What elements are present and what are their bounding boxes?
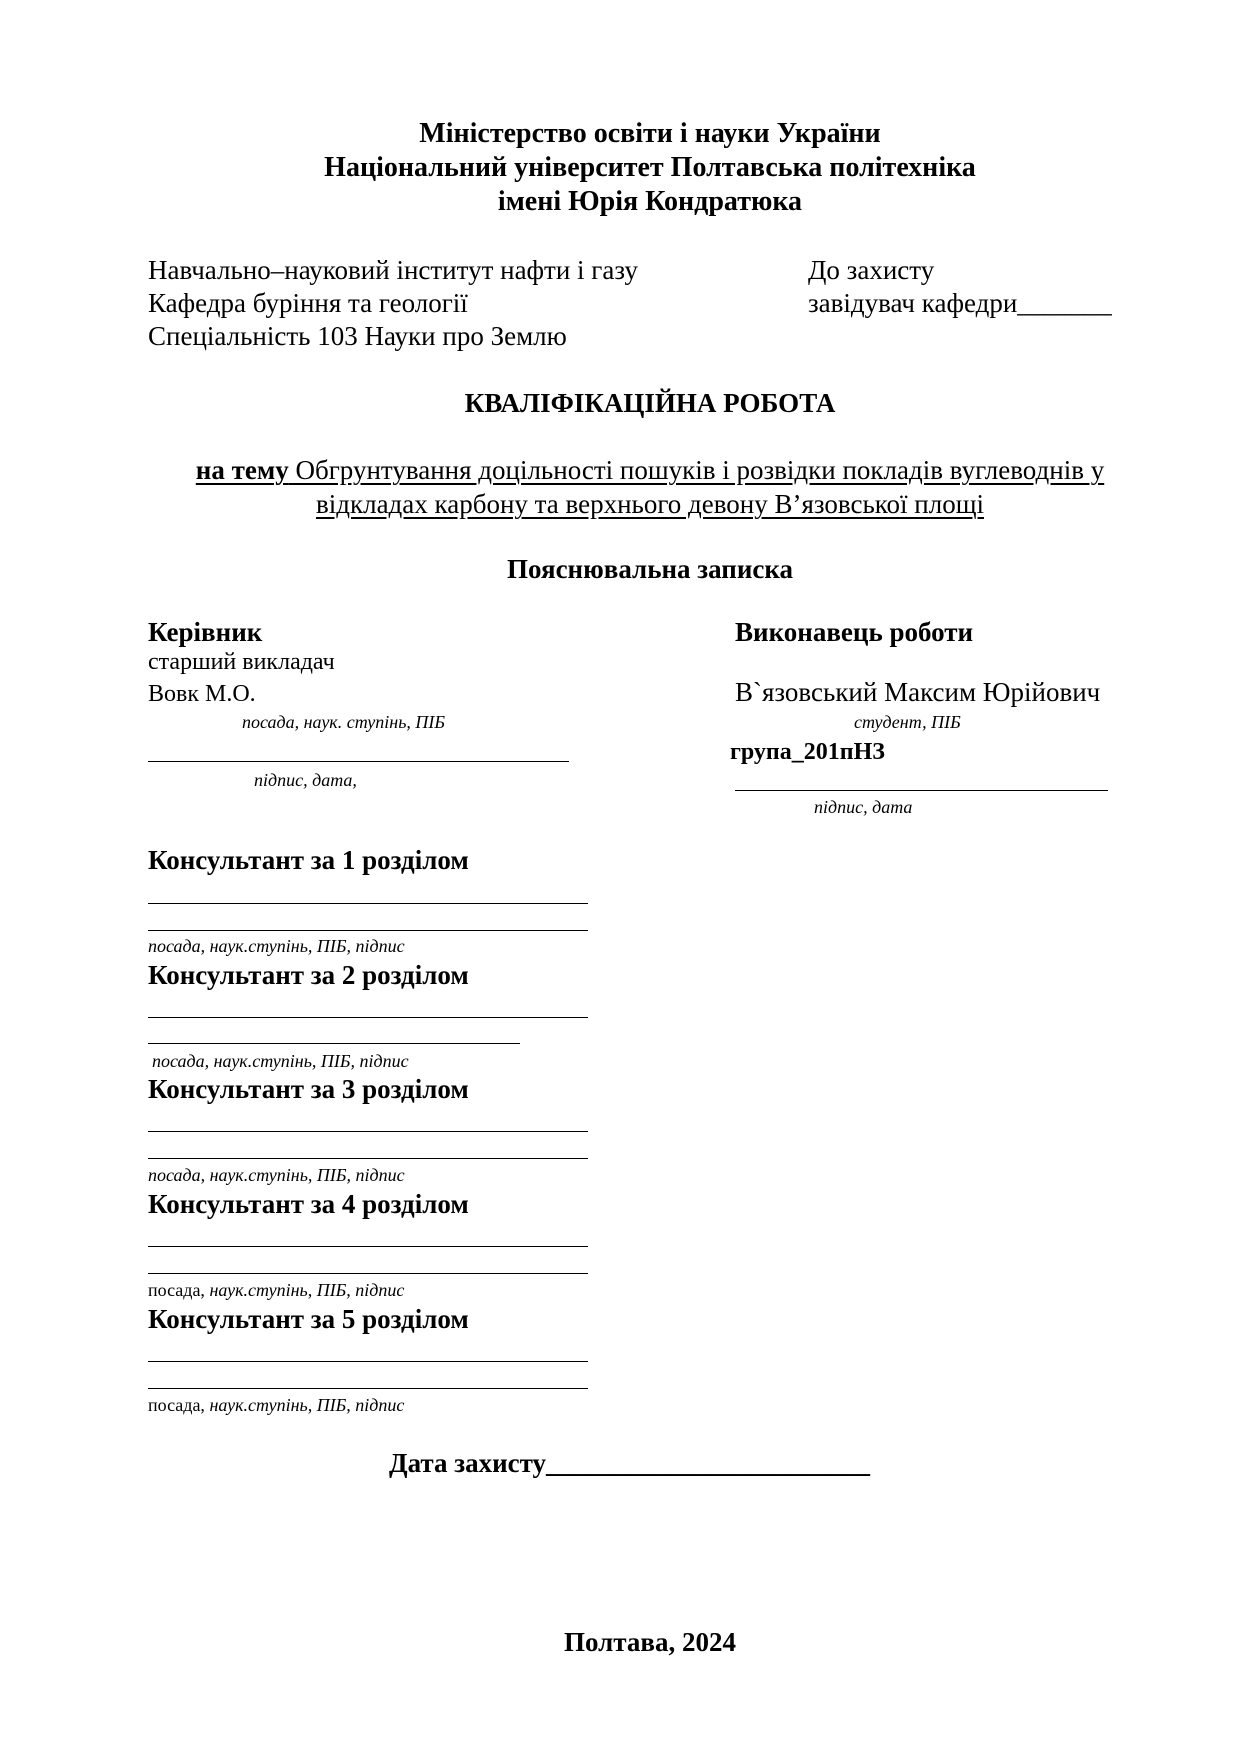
student-group: група_201пНЗ bbox=[730, 739, 885, 765]
consultant-3-line-1 bbox=[148, 1131, 588, 1132]
student-signature-line bbox=[735, 790, 1108, 791]
student-sign-caption: підпис, дата bbox=[814, 797, 913, 817]
consultant-4-line-1 bbox=[148, 1246, 588, 1247]
supervisor-heading: Керівник bbox=[148, 617, 263, 647]
consultant-4-title: Консультант за 4 розділом bbox=[148, 1189, 469, 1219]
department-name: Кафедра буріння та геології bbox=[148, 288, 468, 318]
consultant-5-line-1 bbox=[148, 1361, 588, 1362]
supervisor-position: старший викладач bbox=[148, 649, 335, 675]
consultant-1-line-2 bbox=[148, 930, 588, 931]
specialty-name: Спеціальність 103 Науки про Землю bbox=[148, 321, 567, 351]
institute-name: Навчально–науковий інститут нафти і газу bbox=[148, 255, 638, 285]
university-title: Національний університет Полтавська політехніка bbox=[324, 152, 976, 183]
defense-date-blank: ________________________ bbox=[546, 1448, 871, 1478]
consultant-5-caption bbox=[148, 1395, 404, 1416]
to-defense-label: До захисту bbox=[808, 255, 935, 285]
student-name: В`язовський Максим Юрійович bbox=[735, 677, 1101, 707]
head-label: завідувач кафедри bbox=[808, 288, 1018, 318]
topic-line-2 bbox=[0, 489, 1240, 520]
consultant-2-line-1 bbox=[148, 1017, 588, 1018]
university-name: імені Юрія Кондратюка bbox=[497, 186, 803, 217]
supervisor-name: Вовк М.О. bbox=[148, 681, 256, 707]
supervisor-sign-caption: підпис, дата, bbox=[254, 770, 357, 790]
topic-text-1: Обгрунтування доцільності пошуків і розвідки покладів вуглеводнів у bbox=[288, 455, 1105, 485]
consultant-5-caption-italic: наук.ступінь, ПІБ, підпис bbox=[209, 1395, 405, 1415]
supervisor-caption: посада, наук. ступінь, ПІБ bbox=[242, 712, 445, 732]
consultant-3-line-2 bbox=[148, 1158, 588, 1159]
ministry-title: Міністерство освіти і науки України bbox=[419, 118, 881, 149]
consultant-2-caption bbox=[152, 1051, 409, 1072]
defense-date-label: Дата захисту bbox=[389, 1448, 547, 1478]
student-heading: Виконавець роботи bbox=[735, 617, 974, 647]
consultant-5-line-2 bbox=[148, 1388, 588, 1389]
consultant-2-title: Консультант за 2 розділом bbox=[148, 960, 469, 990]
student-caption: студент, ПІБ bbox=[854, 712, 961, 732]
consultant-2-line-2 bbox=[148, 1043, 520, 1044]
head-signature-blank: _______ bbox=[1017, 288, 1112, 318]
consultant-3-caption bbox=[148, 1165, 405, 1186]
topic-line-1 bbox=[0, 455, 1240, 486]
consultant-3-title: Консультант за 3 розділом bbox=[148, 1074, 469, 1104]
topic-prefix: на тему bbox=[195, 455, 289, 485]
city-year: Полтава, 2024 bbox=[564, 1627, 736, 1657]
consultant-4-line-2 bbox=[148, 1273, 588, 1274]
document-type-title: Пояснювальна записка bbox=[506, 554, 794, 584]
topic-text-2: відкладах карбону та верхнього девону В’язовської площі bbox=[315, 489, 985, 519]
work-type-title: КВАЛІФІКАЦІЙНА РОБОТА bbox=[464, 388, 836, 418]
consultant-3-caption-italic: посада, наук.ступінь, ПІБ, підпис bbox=[148, 1165, 405, 1185]
consultant-1-caption-italic: посада, наук.ступінь, ПІБ, підпис bbox=[148, 936, 405, 956]
supervisor-signature-line bbox=[148, 761, 569, 762]
consultant-5-caption-plain: посада, bbox=[148, 1395, 210, 1415]
consultant-4-caption bbox=[148, 1280, 404, 1301]
head-of-department bbox=[808, 288, 1112, 319]
defense-date bbox=[389, 1448, 870, 1479]
consultant-4-caption-italic: наук.ступінь, ПІБ, підпис bbox=[209, 1280, 405, 1300]
consultant-1-caption bbox=[148, 936, 405, 957]
consultant-4-caption-plain: посада, bbox=[148, 1280, 210, 1300]
consultant-2-caption-italic: посада, наук.ступінь, ПІБ, підпис bbox=[152, 1051, 409, 1071]
consultant-1-title: Консультант за 1 розділом bbox=[148, 845, 469, 875]
consultant-5-title: Консультант за 5 розділом bbox=[148, 1304, 469, 1334]
consultant-1-line-1 bbox=[148, 903, 588, 904]
